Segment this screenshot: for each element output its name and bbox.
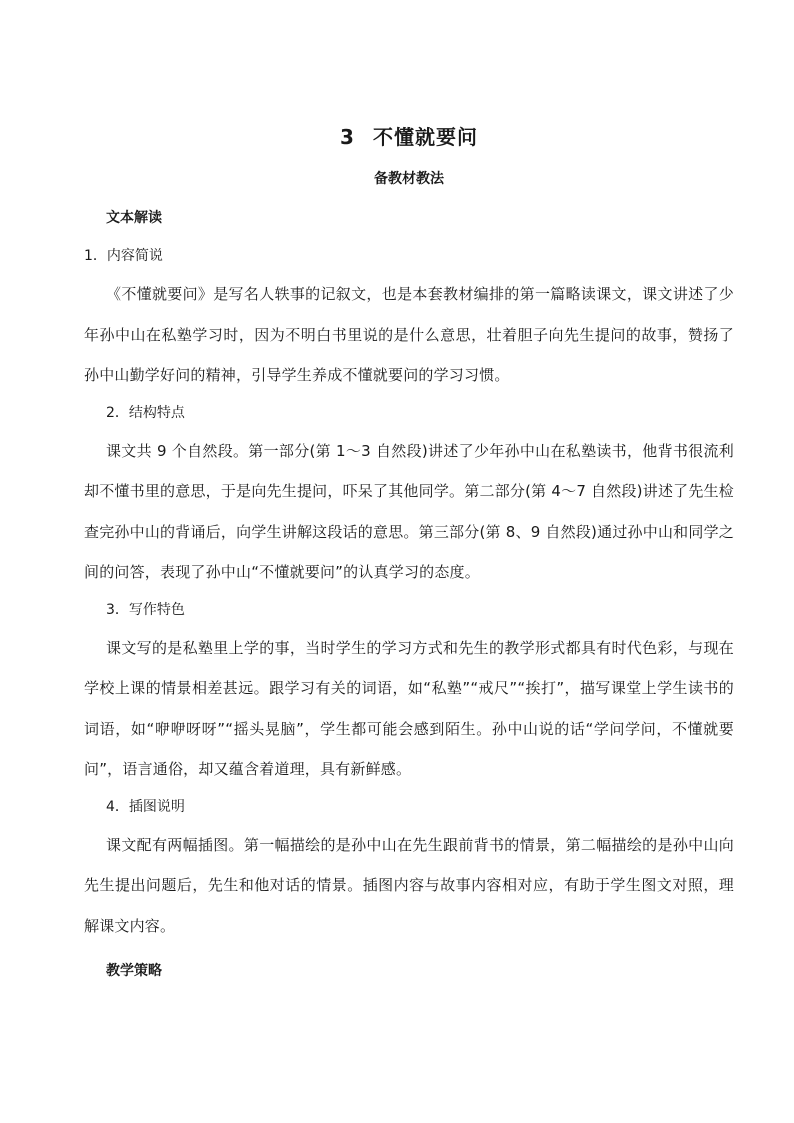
item-paragraph-writing: 课文写的是私塾里上学的事，当时学生的学习方式和先生的教学形式都具有时代色彩，与现在学校上课的情景相差甚远。跟学习有关的词语，如“私塾”“戒尺”“挨打”，描写课堂上学生读书的词语，如“咿咿呀呀”“摇头晃脑”，学生都可能会感到陌生。孙中山说的话“学问学问，不懂就要问”，语言通俗，却又蕴含着道理，具有新鲜感。 — [84, 638, 734, 778]
page-title — [84, 124, 734, 150]
title-number: 3 — [340, 125, 355, 149]
item-heading-content: 1．内容简说 — [84, 248, 163, 264]
item-paragraph-content: 《不懂就要问》是写名人轶事的记叙文，也是本套教材编排的第一篇略读课文，课文讲述了少年孙中山在私塾学习时，因为不明白书里说的是什么意思，壮着胆子向先生提问的故事，赞扬了孙中山勤学好问的精神，引导学生养成不懂就要问的学习习惯。 — [84, 285, 734, 384]
item-paragraph-illustration: 课文配有两幅插图。第一幅描绘的是孙中山在先生跟前背书的情景，第二幅描绘的是孙中山向先生提出问题后，先生和他对话的情景。插图内容与故事内容相对应，有助于学生图文对照，理解课文内容。 — [84, 835, 734, 935]
item-heading-illustration: 4．插图说明 — [106, 798, 185, 815]
section-heading-teaching-strategy: 教学策略 — [106, 963, 162, 979]
item-heading-structure: 2．结构特点 — [106, 404, 185, 421]
document-content — [84, 124, 734, 982]
item-heading-writing: 3．写作特色 — [106, 601, 185, 618]
subtitle: 备教材教法 — [374, 171, 444, 187]
section-heading-text-reading: 文本解读 — [106, 210, 162, 226]
item-paragraph-structure: 课文共 9 个自然段。第一部分(第 1～3 自然段)讲述了少年孙中山在私塾读书，他背书很流利却不懂书里的意思，于是向先生提问，吓呆了其他同学。第二部分(第 4～7 自然段)讲述了先生检查完孙中山的背诵后，向学生讲解这段话的意思。第三部分(第 8、9 自然段)通过孙中山和同学之间的问答，表现了孙中山“不懂就要问”的认真学习的态度。 — [84, 441, 735, 581]
title-text: 不懂就要问 — [372, 125, 478, 149]
